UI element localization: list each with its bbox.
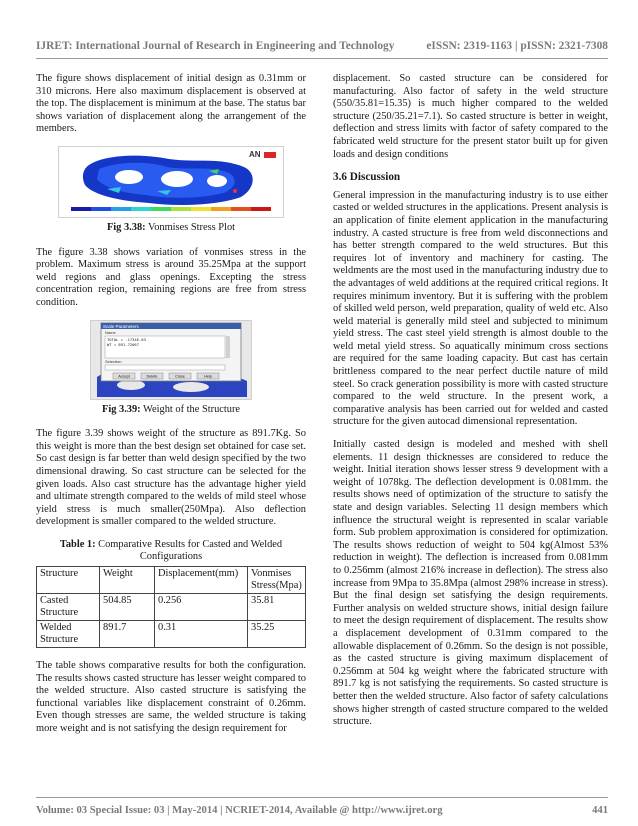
paragraph: The figure shows displacement of initial design as 0.31mm or 310 microns. Here also maximum displacement is observed at the top. The displacement is minimum at the base. The status bar shows variation of displacement along the arrangement of the members.	[36, 73, 306, 135]
page-number: 441	[592, 805, 608, 816]
table-cell: 0.256	[155, 594, 248, 621]
dialog-field-label: Name	[105, 329, 116, 335]
table-cell: 35.25	[248, 621, 306, 648]
dialog-delete-button: Delete	[146, 374, 158, 379]
left-column	[36, 73, 306, 746]
table-header-cell: Structure	[37, 567, 100, 594]
dialog-help-button: Help	[204, 374, 212, 379]
table-cell: 35.81	[248, 594, 306, 621]
dialog-weight-line: WT = 891.72067	[107, 341, 140, 347]
table-label: Table 1:	[59, 538, 96, 550]
table-header-row	[37, 567, 306, 594]
dialog-accept-button: Accept	[118, 374, 130, 379]
paragraph: The figure 3.38 shows variation of vonmises stress in the problem. Maximum stress is around 35.25Mpa at the support weld regions and glass openings. Excepting the stress concentration region, remaining regions are free from stress condition.	[36, 246, 306, 308]
ansys-logo-text: AN	[249, 149, 261, 159]
table-row	[37, 621, 306, 648]
figure-caption	[36, 404, 306, 417]
table-cell: 0.31	[155, 621, 248, 648]
table-header-cell: Weight	[100, 567, 155, 594]
dialog-total-line: TOTAL = .1734E-03	[107, 336, 146, 342]
figure-label: Fig 3.39:	[101, 403, 141, 415]
volume-info: Volume: 03 Special Issue: 03 | May-2014 | NCRIET-2014, Available @ http://www.ijret.org	[36, 805, 443, 816]
table-header-cell: Vonmises Stress(Mpa)	[248, 567, 306, 594]
figure-label: Fig 3.38:	[106, 221, 146, 233]
dialog-selection-label: Selection	[105, 358, 122, 364]
paragraph: displacement. So casted structure can be considered for manufacturing. Also factor of safety in the weld structure (550/35.81=15.35) is much higher compared to the welded structure (250/35.21=7.1). So casted structure is better in weight, deflection and stress limits with factor of safety compared to the fabricated weld structure for the present stator built up for given loads and design conditions	[333, 73, 608, 160]
paragraph: The figure 3.39 shows weight of the structure as 891.7Kg. So this weight is more than the best design set obtained for case set. So cast design is far better than weld design specified by the two dimensional drawing. So cast structure can be selected for the given loads. Also cast structure has the advantage higher yield and ultimate strength compared to the welds of mild steel whose yield stress is much smaller(250Mpa). Also deflection development is smaller compared to the welded structure.	[36, 428, 306, 528]
table-title: Comparative Results for Casted and Welded Configurations	[95, 538, 283, 563]
stress-plot-graphic	[59, 147, 283, 217]
figure-caption	[36, 222, 306, 235]
table-header-cell: Displacement(mm)	[155, 567, 248, 594]
issn-text: eISSN: 2319-1163 | pISSN: 2321-7308	[426, 40, 608, 52]
paragraph: General impression in the manufacturing industry is to use either casted or welded structures in the applications. Present analysis is an application of finite element application in the manufacturing industry. A casted structure is free from weld disconnections and has better strength compared to the weld structures. But this requires lot of inventory and machinery for casting. The weldments are the most used in the manufacturing industry due to the advantages of weld additions at the required critical regions. It requires minimum inventory. But it is suffering with the problem of skilled weld person, weld preparation, quality of weld etc. Also weld material is generally mild steel and subjected to minimum yield stress. The cast steel yield strength is almost double to the weld metal yield stress. So aquatically minimum cross sections are required for the same loading capacity. But cast has certain brittleness compared to the near perfect ductile nature of mild steel. So crack generation possibility is more with casted structure compared to the weld structure. In the present work, a comparative analysis has been carried out for welded and casted structure for the given autocad dimensional representation.	[333, 189, 608, 428]
table-cell: Casted Structure	[37, 594, 100, 621]
footer-rule	[36, 797, 608, 798]
header-rule	[36, 58, 608, 59]
paragraph: The table shows comparative results for both the configuration. The results shows casted structure has lesser weight compared to the welded structure. Also casted structure is satisfying the functional variables like displacement constraint of 0.26mm. Even though stresses are same, the welded structure is taking more weight and is not satisfying the design requirement for	[36, 660, 306, 735]
right-column	[333, 73, 608, 739]
figure-title: Weight of the Structure	[140, 403, 241, 415]
paragraph: Initially casted design is modeled and meshed with shell elements. 11 design thicknesses are considered to reduce the weight. Initial iteration shows lesser stress 9 development with a weight of 1078kg. The deflection development is 0.081mm. the results shows need of optimization of the structure to satisfy the state and design variables. Selecting 11 design members which influence the structural weight is represented in scalar variable form. Sub problem approximation is considered for optimization. The results shows reduction of weight to 504 kg(Almost 53% reduction in weight). The deflection is increased from 0.081mm to 0.256mm (almost 216% increase in deflection). The stress also increase from 9Mpa to 35.8Mpa (almost 298% increase in stress). But the final design set satisfying the design requirements. Further analysis on welded structure shows, initial design failure to meet the design requirement of displacement. The results show a displacement development of 0.31mm compared to the allowable displacement of 0.26mm. So the design is not possible, as the casted structure is giving maximum displacement of 0.256mm at 504 kg weight where the fabricated structure with 891.7 kg is not satisfying the requirements. So casted structure is better then the welded structure. Also factor of safety calculations shows higher strength of casted structure compared to the welded structure.	[333, 439, 608, 728]
journal-title: IJRET: International Journal of Research in Engineering and Technology	[36, 40, 395, 52]
table-cell: 891.7	[100, 621, 155, 648]
figure-title: Vonmises Stress Plot	[145, 221, 236, 233]
table-cell: 504.85	[100, 594, 155, 621]
dialog-close-button: Close	[175, 374, 185, 379]
dialog-title: Scale Parameters	[103, 323, 139, 329]
comparison-table	[36, 566, 306, 648]
table-cell: Welded Structure	[37, 621, 100, 648]
vonmises-stress-plot-image	[58, 146, 284, 218]
table-caption	[36, 539, 306, 564]
table-row	[37, 594, 306, 621]
weight-structure-image	[90, 320, 252, 400]
section-heading: 3.6 Discussion	[333, 171, 401, 184]
weight-dialog-graphic	[91, 321, 251, 399]
